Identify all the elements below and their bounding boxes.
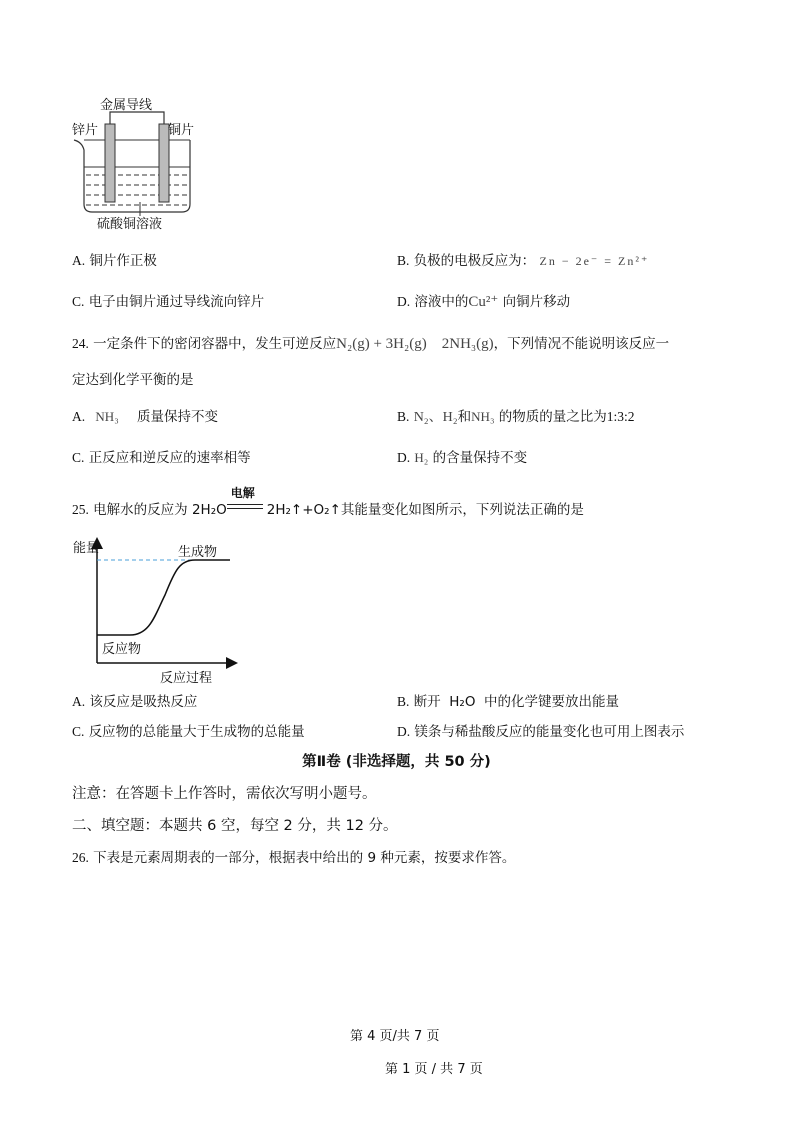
- q26-stem: 26. 下表是元素周期表的一部分，根据表中给出的 9 种元素，按要求作答。: [72, 850, 516, 866]
- q23-option-b: B. 负极的电极反应为： Zn − 2e⁻ = Zn²⁺: [397, 253, 650, 269]
- reactants-label: 反应物: [102, 642, 142, 657]
- wire-label: 金属导线: [100, 98, 153, 113]
- q23-option-a: A. 铜片作正极: [72, 253, 157, 269]
- part-heading: 二、填空题：本题共 6 空，每空 2 分，共 12 分。: [72, 818, 398, 834]
- energy-diagram: [70, 535, 240, 685]
- q25-option-a: A. 该反应是吸热反应: [72, 694, 198, 710]
- q25-stem: 25. 电解水的反应为 2H₂O 电解 2H₂↑+O₂↑其能量变化如图所示，下列说法正确的是: [72, 486, 584, 518]
- equilibrium-equation: N₂(g) + 3H₂(g) 2NH₃(g): [336, 336, 494, 352]
- electrolysis-arrow: 电解: [227, 500, 267, 518]
- q24-option-c: C. 正反应和逆反应的速率相等: [72, 450, 251, 466]
- q24-stem-line1: 24. 一定条件下的密闭容器中，发生可逆反应N₂(g) + 3H₂(g) 2NH₃(g)，下列情况不能说明该反应一: [72, 336, 670, 352]
- copper-electrode-label: 铜片: [168, 123, 195, 138]
- q25-option-d: D. 镁条与稀盐酸反应的能量变化也可用上图表示: [397, 724, 685, 740]
- q25-option-c: C. 反应物的总能量大于生成物的总能量: [72, 724, 305, 740]
- products-label: 生成物: [178, 545, 218, 560]
- outer-page-number: 第 1 页 / 共 7 页: [385, 1062, 483, 1077]
- galvanic-cell-figure: [70, 92, 210, 232]
- x-axis-label: 反应过程: [160, 671, 213, 686]
- section-note: 注意：在答题卡上作答时，需依次写明小题号。: [72, 786, 377, 802]
- q24-option-d: D. H₂ 的含量保持不变: [397, 450, 528, 466]
- q24-stem-line2: 定达到化学平衡的是: [72, 372, 194, 388]
- solution-label: 硫酸铜溶液: [97, 217, 163, 232]
- y-axis-label: 能量: [73, 541, 100, 556]
- inner-page-number: 第 4 页/共 7 页: [350, 1029, 440, 1044]
- half-reaction-formula: Zn − 2e⁻ = Zn²⁺: [539, 254, 650, 268]
- q24-option-b: B. N₂、H₂和NH₃ 的物质的量之比为1:3:2: [397, 409, 635, 425]
- q24-option-a: A. NH₃ 质量保持不变: [72, 409, 219, 425]
- q25-option-b: B. 断开 H₂O 中的化学键要放出能量: [397, 694, 620, 710]
- q23-option-d: D. 溶液中的Cu²⁺ 向铜片移动: [397, 294, 571, 310]
- section-title: 第Ⅱ卷 (非选择题，共 50 分): [302, 754, 491, 770]
- zinc-electrode-label: 锌片: [72, 123, 99, 138]
- q23-option-c: C. 电子由铜片通过导线流向锌片: [72, 294, 265, 310]
- galvanic-cell-diagram: [70, 92, 210, 232]
